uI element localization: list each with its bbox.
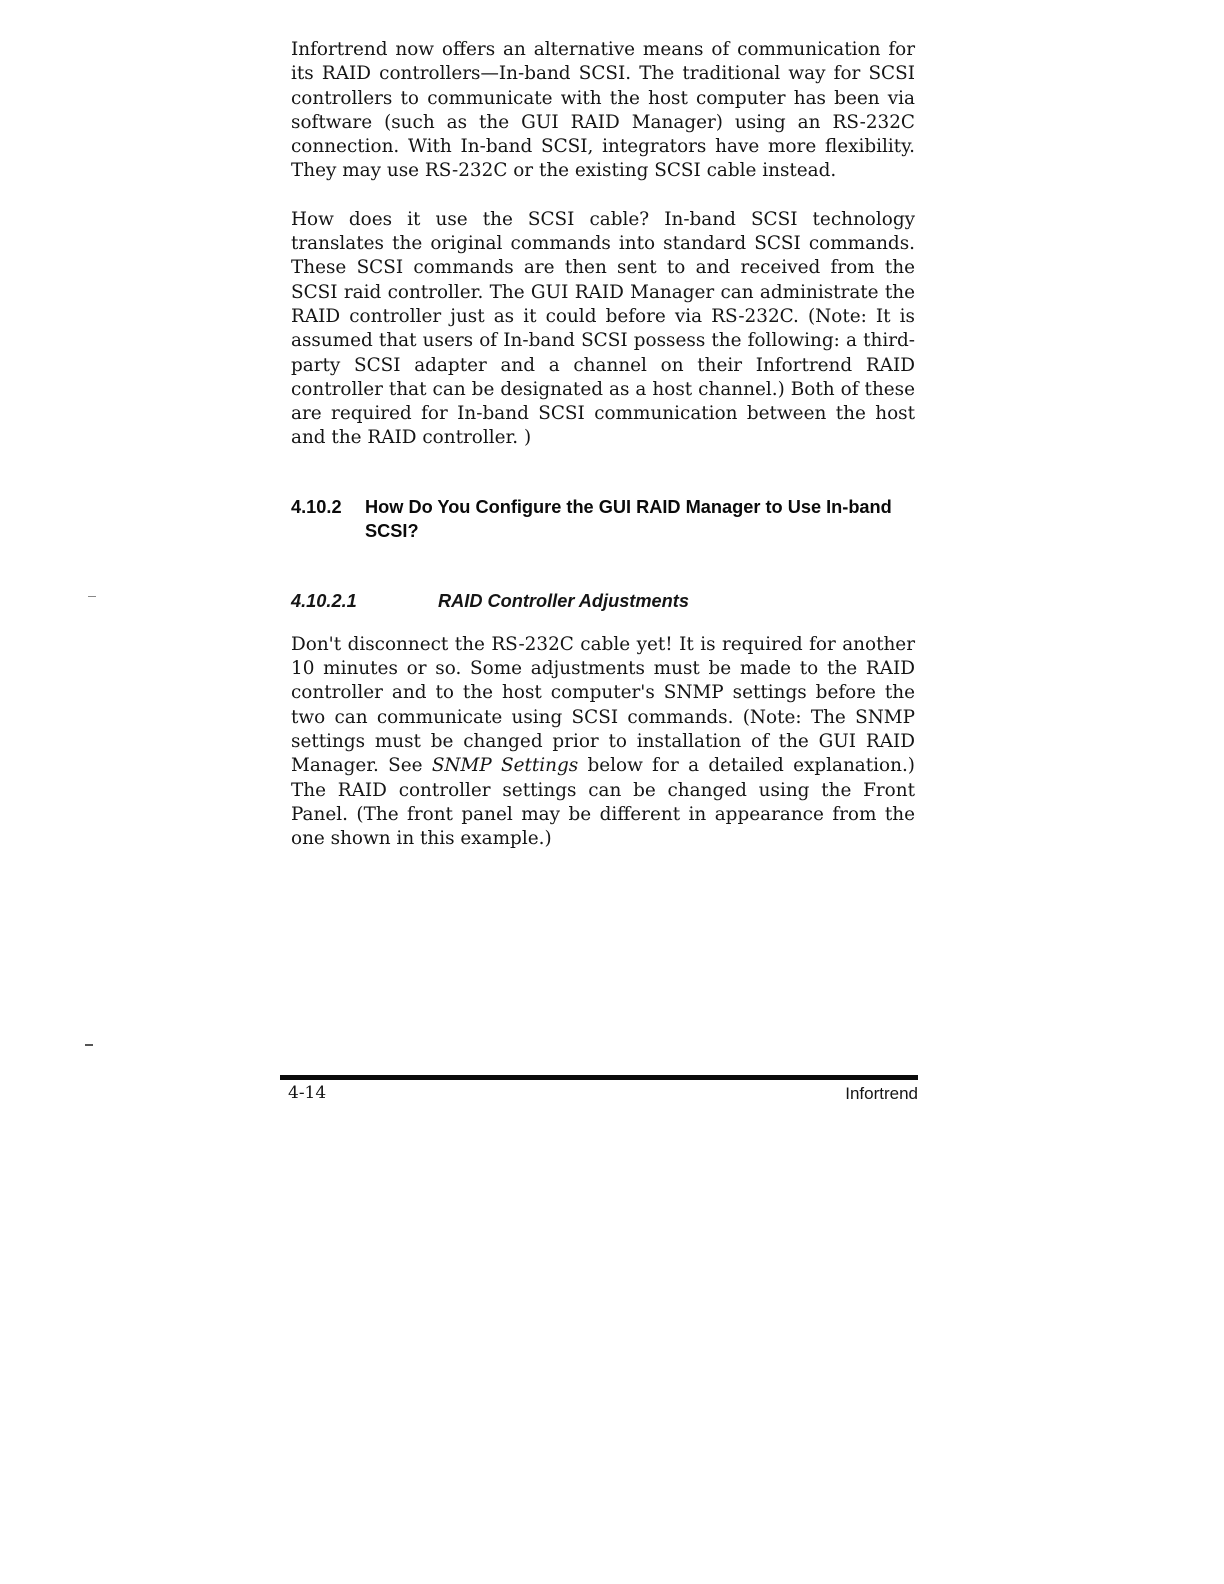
subsection-number: 4.10.2.1 <box>291 590 357 611</box>
footer-divider <box>280 1075 918 1080</box>
footer-brand: Infortrend <box>845 1084 918 1103</box>
subsection-heading <box>291 589 915 613</box>
scsi-cable-paragraph: How does it use the SCSI cable? In-band SCSI technology translates the original commands into standard SCSI commands. These SCSI commands are then sent to and received from the SCSI raid controller. The GUI RAID Manager can administrate the RAID controller just as it could before via RS-232C. (Note: It is assumed that users of In-band SCSI possess the following: a third-party SCSI adapter and a channel on their Infortrend RAID controller that can be designated as a host channel.) Both of these are required for In-band SCSI communication between the host and the RAID controller. ) <box>291 208 915 449</box>
section-title: How Do You Configure the GUI RAID Manager to Use In-band SCSI? <box>365 496 892 541</box>
footer-page-number: 4-14 <box>288 1083 327 1103</box>
scan-artifact <box>88 596 96 597</box>
page-content <box>291 38 915 851</box>
adjustments-text-start: Don't disconnect the RS-232C cable yet! It is required for another 10 minutes or so. Some adjustments must be made to the RAID controller and to the host computer's SNMP settings before the two can communicate using SCSI commands. (Note: The SNMP settings must be changed prior to installation of the GUI RAID Manager. See <box>291 633 915 777</box>
adjustments-paragraph <box>291 633 915 852</box>
subsection-title: RAID Controller Adjustments <box>438 590 689 611</box>
intro-paragraph: Infortrend now offers an alternative means of communication for its RAID controllers—In-band SCSI. The traditional way for SCSI controllers to communicate with the host computer has been via software (such as the GUI RAID Manager) using an RS-232C connection. With In-band SCSI, integrators have more flexibility. They may use RS-232C or the existing SCSI cable instead. <box>291 39 915 182</box>
section-number: 4.10.2 <box>291 496 342 517</box>
section-heading <box>291 495 915 543</box>
scan-artifact <box>85 1044 93 1046</box>
adjustments-text-end: below for a detailed explanation.) The RAID controller settings can be changed using the Front Panel. (The front panel may be different in appearance from the one shown in this example.) <box>291 755 915 850</box>
snmp-settings-reference: SNMP Settings <box>431 755 579 777</box>
